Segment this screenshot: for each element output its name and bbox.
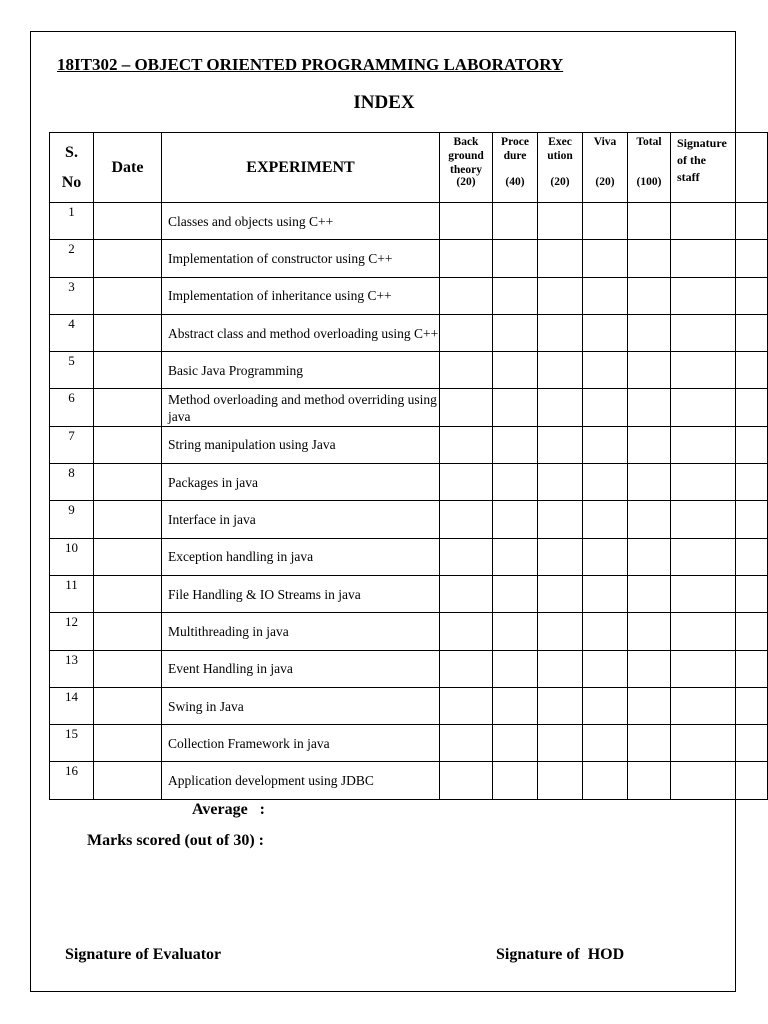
row-experiment: Implementation of constructor using C++ <box>162 240 440 277</box>
row-total-cell <box>628 314 671 351</box>
row-experiment: Interface in java <box>162 501 440 538</box>
row-background-cell <box>440 687 493 724</box>
row-viva-cell <box>583 314 628 351</box>
row-procedure-cell <box>493 314 538 351</box>
row-background-cell <box>440 314 493 351</box>
row-sno: 8 <box>50 464 94 501</box>
header-sno-line1: S. <box>65 143 78 161</box>
row-viva-cell <box>583 277 628 314</box>
row-total-cell <box>628 240 671 277</box>
row-execution-cell <box>538 613 583 650</box>
row-viva-cell <box>583 389 628 426</box>
row-experiment: Swing in Java <box>162 687 440 724</box>
row-procedure-cell <box>493 352 538 389</box>
row-date-cell <box>94 687 162 724</box>
table-row <box>50 240 768 277</box>
row-procedure-cell <box>493 501 538 538</box>
table-row <box>50 464 768 501</box>
row-experiment: Exception handling in java <box>162 538 440 575</box>
row-viva-cell <box>583 538 628 575</box>
row-experiment: File Handling & IO Streams in java <box>162 575 440 612</box>
header-experiment: EXPERIMENT <box>162 133 440 203</box>
row-background-cell <box>440 277 493 314</box>
header-viva <box>583 133 628 203</box>
row-experiment: Method overloading and method overriding using java <box>162 389 440 426</box>
row-viva-cell <box>583 501 628 538</box>
row-date-cell <box>94 464 162 501</box>
row-execution-cell <box>538 277 583 314</box>
row-viva-cell <box>583 687 628 724</box>
row-total-cell <box>628 501 671 538</box>
row-signature-cell <box>671 277 768 314</box>
row-viva-cell <box>583 203 628 240</box>
row-date-cell <box>94 426 162 463</box>
row-sno: 4 <box>50 314 94 351</box>
row-experiment: Classes and objects using C++ <box>162 203 440 240</box>
signature-hod-label: Signature of HOD <box>496 946 625 963</box>
row-experiment: Multithreading in java <box>162 613 440 650</box>
row-total-cell <box>628 725 671 762</box>
header-viva-label: Viva <box>593 136 617 148</box>
header-background-label: Back ground theory <box>448 136 484 176</box>
table-row <box>50 650 768 687</box>
row-procedure-cell <box>493 203 538 240</box>
row-total-cell <box>628 464 671 501</box>
row-execution-cell <box>538 762 583 799</box>
row-sno: 3 <box>50 277 94 314</box>
row-signature-cell <box>671 426 768 463</box>
row-execution-cell <box>538 687 583 724</box>
row-total-cell <box>628 389 671 426</box>
row-signature-cell <box>671 352 768 389</box>
row-viva-cell <box>583 352 628 389</box>
row-procedure-cell <box>493 426 538 463</box>
row-background-cell <box>440 613 493 650</box>
row-date-cell <box>94 314 162 351</box>
row-total-cell <box>628 426 671 463</box>
row-experiment: Abstract class and method overloading using C++ <box>162 314 440 351</box>
row-sno: 9 <box>50 501 94 538</box>
row-total-cell <box>628 687 671 724</box>
row-background-cell <box>440 650 493 687</box>
table-row <box>50 613 768 650</box>
row-signature-cell <box>671 538 768 575</box>
row-execution-cell <box>538 426 583 463</box>
table-row <box>50 352 768 389</box>
row-procedure-cell <box>493 687 538 724</box>
row-background-cell <box>440 464 493 501</box>
header-signature-staff: Signature of the staff <box>671 133 768 203</box>
row-date-cell <box>94 501 162 538</box>
course-title: 18IT302 – OBJECT ORIENTED PROGRAMMING LABORATORY <box>57 55 564 74</box>
table-row <box>50 687 768 724</box>
row-total-cell <box>628 762 671 799</box>
row-viva-cell <box>583 464 628 501</box>
header-execution <box>538 133 583 203</box>
header-total-label: Total <box>636 136 662 148</box>
row-procedure-cell <box>493 650 538 687</box>
header-background-marks: (20) <box>456 176 476 188</box>
row-background-cell <box>440 538 493 575</box>
row-sno: 10 <box>50 538 94 575</box>
header-sno <box>50 133 94 203</box>
row-execution-cell <box>538 352 583 389</box>
row-experiment: String manipulation using Java <box>162 426 440 463</box>
row-total-cell <box>628 538 671 575</box>
row-signature-cell <box>671 389 768 426</box>
row-viva-cell <box>583 575 628 612</box>
row-total-cell <box>628 352 671 389</box>
signature-evaluator-label: Signature of Evaluator <box>65 946 222 963</box>
index-table <box>49 132 768 800</box>
row-sno: 13 <box>50 650 94 687</box>
row-background-cell <box>440 203 493 240</box>
row-execution-cell <box>538 464 583 501</box>
row-date-cell <box>94 650 162 687</box>
header-procedure-marks: (40) <box>505 176 525 188</box>
row-execution-cell <box>538 725 583 762</box>
row-total-cell <box>628 575 671 612</box>
row-procedure-cell <box>493 240 538 277</box>
row-experiment: Application development using JDBC <box>162 762 440 799</box>
row-date-cell <box>94 613 162 650</box>
header-execution-marks: (20) <box>550 176 570 188</box>
header-total-marks: (100) <box>636 176 662 188</box>
table-header-row <box>50 133 768 203</box>
average-label: Average : <box>192 801 265 818</box>
row-experiment: Implementation of inheritance using C++ <box>162 277 440 314</box>
row-viva-cell <box>583 725 628 762</box>
row-sno: 6 <box>50 389 94 426</box>
row-procedure-cell <box>493 277 538 314</box>
row-signature-cell <box>671 725 768 762</box>
row-date-cell <box>94 277 162 314</box>
row-background-cell <box>440 762 493 799</box>
row-total-cell <box>628 613 671 650</box>
row-date-cell <box>94 762 162 799</box>
header-viva-marks: (20) <box>595 176 615 188</box>
row-experiment: Packages in java <box>162 464 440 501</box>
row-procedure-cell <box>493 389 538 426</box>
row-experiment: Event Handling in java <box>162 650 440 687</box>
table-row <box>50 314 768 351</box>
header-procedure <box>493 133 538 203</box>
header-date: Date <box>94 133 162 203</box>
row-execution-cell <box>538 314 583 351</box>
header-procedure-label: Proce dure <box>501 136 529 162</box>
row-experiment: Basic Java Programming <box>162 352 440 389</box>
row-signature-cell <box>671 650 768 687</box>
row-sno: 16 <box>50 762 94 799</box>
row-sno: 5 <box>50 352 94 389</box>
row-viva-cell <box>583 240 628 277</box>
header-execution-label: Exec ution <box>547 136 573 162</box>
row-sno: 14 <box>50 687 94 724</box>
row-signature-cell <box>671 501 768 538</box>
index-title: INDEX <box>353 92 415 113</box>
row-date-cell <box>94 352 162 389</box>
row-sno: 15 <box>50 725 94 762</box>
row-experiment: Collection Framework in java <box>162 725 440 762</box>
row-background-cell <box>440 352 493 389</box>
header-total <box>628 133 671 203</box>
table-row <box>50 501 768 538</box>
row-procedure-cell <box>493 725 538 762</box>
table-row <box>50 725 768 762</box>
row-execution-cell <box>538 538 583 575</box>
row-date-cell <box>94 575 162 612</box>
row-procedure-cell <box>493 538 538 575</box>
row-execution-cell <box>538 203 583 240</box>
row-background-cell <box>440 501 493 538</box>
row-viva-cell <box>583 426 628 463</box>
row-background-cell <box>440 240 493 277</box>
row-signature-cell <box>671 575 768 612</box>
row-background-cell <box>440 389 493 426</box>
row-signature-cell <box>671 687 768 724</box>
row-total-cell <box>628 650 671 687</box>
header-background-theory <box>440 133 493 203</box>
row-execution-cell <box>538 389 583 426</box>
row-sno: 1 <box>50 203 94 240</box>
row-signature-cell <box>671 464 768 501</box>
row-execution-cell <box>538 501 583 538</box>
row-total-cell <box>628 203 671 240</box>
table-row <box>50 575 768 612</box>
row-sno: 12 <box>50 613 94 650</box>
row-signature-cell <box>671 613 768 650</box>
row-background-cell <box>440 426 493 463</box>
row-total-cell <box>628 277 671 314</box>
marks-scored-label: Marks scored (out of 30) : <box>87 832 265 849</box>
table-row <box>50 277 768 314</box>
row-date-cell <box>94 389 162 426</box>
table-row <box>50 762 768 799</box>
row-procedure-cell <box>493 464 538 501</box>
table-row <box>50 426 768 463</box>
row-signature-cell <box>671 762 768 799</box>
row-viva-cell <box>583 762 628 799</box>
row-date-cell <box>94 538 162 575</box>
row-date-cell <box>94 240 162 277</box>
table-row <box>50 538 768 575</box>
row-signature-cell <box>671 203 768 240</box>
row-sno: 2 <box>50 240 94 277</box>
row-date-cell <box>94 203 162 240</box>
header-sno-line2: No <box>61 173 82 191</box>
row-procedure-cell <box>493 575 538 612</box>
row-execution-cell <box>538 650 583 687</box>
row-sno: 7 <box>50 426 94 463</box>
row-viva-cell <box>583 613 628 650</box>
row-background-cell <box>440 725 493 762</box>
row-sno: 11 <box>50 575 94 612</box>
row-signature-cell <box>671 314 768 351</box>
row-procedure-cell <box>493 762 538 799</box>
table-row <box>50 389 768 426</box>
row-date-cell <box>94 725 162 762</box>
row-signature-cell <box>671 240 768 277</box>
row-viva-cell <box>583 650 628 687</box>
table-row <box>50 203 768 240</box>
row-procedure-cell <box>493 613 538 650</box>
row-background-cell <box>440 575 493 612</box>
row-execution-cell <box>538 240 583 277</box>
row-execution-cell <box>538 575 583 612</box>
